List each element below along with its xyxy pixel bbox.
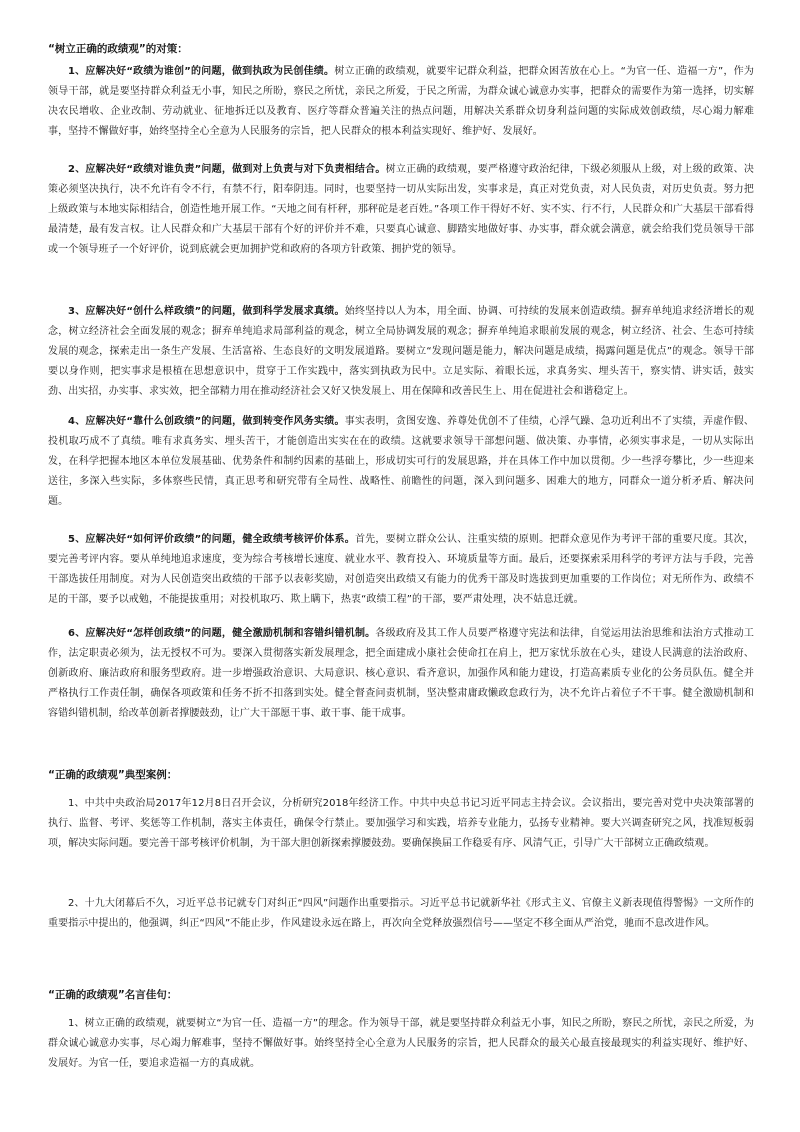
paragraph-text: 始终坚持以人为本，用全面、协调、可持续的发展来创造政绩。摒弃单纯追求经济增长的观念，树立经济社会全面发展的观念；摒弃单纯追求局部利益的观念，树立全局协调发展的观念；摒弃单纯追求眼前发展的观念，树立经济、社会、生态可持续发展的观念，探索走出一条生产发展、生活富裕、生态良好的文明发展道路。要树立“发现问题是能力，解决问题是成绩，揭露问题是优点”的观念。领导干部要以身作则，把实事求是根植在思想意识中，贯穿于工作实践中，落实到执政为民中。立足实际、着眼长远，求真务实、埋头苦干，察实情、讲实话，鼓实劲、出实招，办实事、求实效，把全部精力用在推动经济社会又好又快发展上、用在保障和改善民生上、用在促进社会和谐稳定上。: [48, 306, 754, 397]
section-heading-countermeasures: “树立正确的政绩观”的对策：: [48, 43, 188, 55]
paragraph-lead: 6、应解决好“怎样创政绩”的问题，健全激励机制和容错纠错机制。: [68, 628, 376, 639]
paragraph-lead: 2、应解决好“政绩对谁负责”问题，做到对上负责与对下负责相结合。: [68, 164, 386, 175]
paragraph-text: 首先，要树立群众公认、注重实绩的原则。把群众意见作为考评干部的重要尺度。其次，要完善考评内容。要从单纯地追求速度，变为综合考核增长速度、就业水平、教育投入、环境质量等方面。最后，还要探索采用科学的考评方法与手段，完善干部选拔任用制度。对为人民创造突出政绩的干部予以表彰奖励，对创造突出政绩又有能力的优秀干部及时选拔到更加重要的工作岗位；对无所作为、政绩不足的干部，要予以戒勉，不能提拔重用；对投机取巧、欺上瞒下，热衷“政绩工程”的干部，要严肃处理，决不姑息迁就。: [48, 534, 754, 605]
paragraph-text: 各级政府及其工作人员要严格遵守宪法和法律，自觉运用法治思维和法治方式推动工作，法定职责必须为，法无授权不可为。要深入贯彻落实新发展理念，把全面建成小康社会使命扛在肩上，把万家忧乐放在心头，建设人民满意的法治政府、创新政府、廉洁政府和服务型政府。进一步增强政治意识、大局意识、核心意识、看齐意识，加强作风和能力建设，打造高素质专业化的公务员队伍。健全并严格执行工作责任制，确保各项政策和任务不折不扣落到实处。健全督查问责机制，坚决整肃庸政懒政怠政行为，决不允许占着位子不干事。健全激励机制和容错纠错机制，给改革创新者撑腰鼓劲，让广大干部愿干事、敢干事、能干成事。: [48, 628, 755, 719]
paragraph-quote-1: [48, 1014, 754, 1074]
paragraph-countermeasure-6: [48, 624, 754, 724]
paragraph-text: 1、中共中央政治局2017年12月8日召开会议，分析研究2018年经济工作。中共中央总书记习近平同志主持会议。会议指出，要完善对党中央决策部署的执行、监督、考评、奖惩等工作机制，落实主体责任，确保令行禁止。要加强学习和实践，培养专业能力，弘扬专业精神。要大兴调查研究之风，找准短板弱项，解决实际问题。要完善干部考核评价机制，为干部大胆创新探索撑腰鼓劲。要确保换届工作稳妥有序、风清气正，引导广大干部树立正确政绩观。: [48, 798, 754, 849]
paragraph-text: 事实表明，贪图安逸、养尊处优创不了佳绩，心浮气躁、急功近利出不了实绩，弄虚作假、投机取巧成不了真绩。唯有求真务实、埋头苦干，才能创造出实实在在的政绩。这就要求领导干部想问题、做决策、办事情，必须实事求是，一切从实际出发，在科学把握本地区本单位发展基础、优势条件和制约因素的基础上，形成切实可行的发展思路，并在具体工作中加以贯彻。少一些浮夸攀比，少一些迎来送往，多深入些实际，多体察些民情，真正思考和研究带有全局性、战略性、前瞻性的问题，深入到问题多、困难大的地方，同群众一道分析矛盾、解决问题。: [48, 416, 754, 507]
paragraph-lead: 3、应解决好“创什么样政绩”的问题，做到科学发展求真绩。: [68, 306, 345, 317]
section-heading-typical-cases: “正确的政绩观”典型案例：: [48, 769, 178, 781]
paragraph-text: 树立正确的政绩观，要严格遵守政治纪律，下级必须服从上级，对上级的政策、决策必须坚决执行，决不允许有令不行，有禁不行，阳奉阴违。同时，也要坚持一切从实际出发，实事求是，真正对党负责，对人民负责，对历史负责。努力把上级政策与本地实际相结合，创造性地开展工作。“天地之间有杆秤，那秤砣是老百姓。”各项工作干得好不好、实不实、行不行，人民群众和广大基层干部看得最清楚，最有发言权。让人民群众和广大基层干部有个好的评价并不难，只要真心诚意、脚踏实地做好事、办实事，群众就会满意，就会给我们党员领导干部或一个领导班子一个好评价，说到底就会更加拥护党和政府的各项方针政策、拥护党的领导。: [48, 164, 754, 255]
paragraph-lead: 5、应解决好“如何评价政绩”的问题，健全政绩考核评价体系。: [68, 534, 355, 545]
paragraph-countermeasure-3: [48, 302, 754, 402]
paragraph-countermeasure-5: [48, 530, 754, 610]
paragraph-text: 2、十九大闭幕后不久，习近平总书记就专门对纠正“四风”问题作出重要指示。习近平总书记就新华社《形式主义、官僚主义新表现值得警惕》一文所作的重要指示中提出的，他强调，纠正“四风”不能止步，作风建设永远在路上，再次向全党释放强烈信号——坚定不移全面从严治党，驰而不息改进作风。: [48, 898, 754, 929]
paragraph-case-2: [48, 894, 754, 934]
paragraph-case-1: [48, 794, 754, 854]
paragraph-countermeasure-4: [48, 412, 754, 512]
paragraph-text: 1、树立正确的政绩观，就要树立“为官一任、造福一方”的理念。作为领导干部，就是要坚持群众利益无小事，知民之所盼，察民之所忧，亲民之所爱，为群众诚心诚意办实事，尽心竭力解难事，坚持不懈做好事。始终坚持全心全意为人民服务的宗旨，把人民群众的最关心最直接最现实的利益实现好、维护好、发展好。为官一任，要追求造福一方的真成就。: [48, 1018, 754, 1069]
paragraph-text: 树立正确的政绩观，就要牢记群众利益，把群众困苦放在心上。“为官一任、造福一方”，作为领导干部，就是要坚持群众利益无小事，知民之所盼，察民之所忧，亲民之所爱，于民之所需，为群众诚心诚意办实事，把群众的需要作为第一选择，切实解决农民增收、企业改制、劳动就业、征地拆迁以及教育、医疗等群众普遍关注的热点问题，用解决关系群众切身利益问题的实际成效创政绩，尽心竭力解难事，坚持不懈做好事，始终坚持全心全意为人民服务的宗旨，把人民群众的根本利益实现好、维护好、发展好。: [48, 66, 754, 137]
paragraph-lead: 4、应解决好“靠什么创政绩”的问题，做到转变作风务实绩。: [68, 416, 345, 427]
section-heading-famous-quotes: “正确的政绩观”名言佳句：: [48, 989, 178, 1001]
paragraph-lead: 1、应解决好“政绩为谁创”的问题，做到执政为民创佳绩。: [68, 66, 335, 77]
paragraph-countermeasure-2: [48, 160, 754, 260]
paragraph-countermeasure-1: [48, 62, 754, 142]
